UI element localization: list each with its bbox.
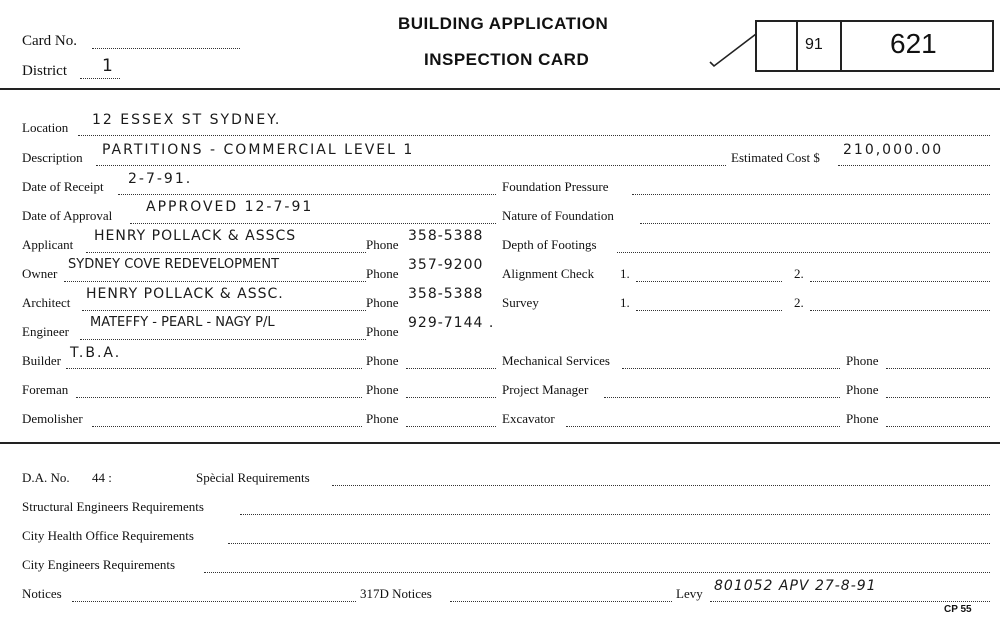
alignment-one-line [636, 280, 782, 282]
location-label: Location [22, 120, 69, 135]
mechanical-phone-line [886, 367, 990, 369]
date-approval-label: Date of Approval [22, 208, 113, 223]
notices-line [72, 600, 356, 602]
alignment-check-label: Alignment Check [502, 266, 595, 281]
health-line [228, 542, 990, 544]
location-line [78, 134, 990, 136]
description-value: PARTITIONS - COMMERCIAL LEVEL 1 [102, 142, 415, 158]
builder-line [66, 367, 362, 369]
excavator-line [566, 425, 840, 427]
project-manager-phone-line [886, 396, 990, 398]
owner-line [64, 280, 366, 282]
excavator-phone-label: Phone [846, 411, 879, 426]
notices-317d-label: 317D Notices [360, 586, 432, 601]
engineer-phone-label: Phone [366, 324, 399, 339]
demolisher-label: Demolisher [22, 411, 83, 426]
excavator-label: Excavator [502, 411, 555, 426]
builder-label: Builder [22, 353, 61, 368]
card-no-label: Card No. [22, 33, 77, 49]
city-engineers-line [204, 571, 990, 573]
foreman-line [76, 396, 362, 398]
checkmark-icon [700, 26, 760, 70]
estimated-cost-line [838, 164, 990, 166]
city-engineers-label: City Engineers Requirements [22, 557, 176, 572]
date-approval-line [130, 222, 496, 224]
owner-value: SYDNEY COVE REDEVELOPMENT [68, 257, 280, 272]
engineer-phone-value: 929-7144 . [408, 315, 495, 331]
foundation-pressure-label: Foundation Pressure [502, 179, 609, 194]
project-manager-label: Project Manager [502, 382, 589, 397]
date-receipt-value: 2-7-91. [128, 171, 193, 187]
location-value: 12 ESSEX ST SYDNEY. [92, 112, 282, 128]
year-value: 91 [805, 36, 823, 53]
engineer-line [80, 338, 366, 340]
nature-foundation-line [640, 222, 990, 224]
survey-label: Survey [502, 295, 539, 310]
levy-value: 801052 APV 27-8-91 [714, 578, 877, 594]
owner-phone-value: 357-9200 [408, 257, 484, 273]
form-code: CP 55 [944, 604, 972, 615]
nature-foundation-label: Nature of Foundation [502, 208, 614, 223]
architect-line [82, 309, 366, 311]
notices-317d-line [450, 600, 672, 602]
estimated-cost-value: 210,000.00 [843, 142, 944, 158]
header-rule [0, 88, 1000, 90]
depth-footings-label: Depth of Footings [502, 237, 597, 252]
foreman-label: Foreman [22, 382, 69, 397]
estimated-cost-label: Estimated Cost $ [731, 150, 820, 165]
foreman-phone-label: Phone [366, 382, 399, 397]
project-manager-line [604, 396, 840, 398]
mechanical-line [622, 367, 840, 369]
demolisher-phone-line [406, 425, 496, 427]
levy-line [710, 600, 990, 602]
mechanical-phone-label: Phone [846, 353, 879, 368]
builder-phone-line [406, 367, 496, 369]
engineer-value: MATEFFY - PEARL - NAGY P/L [90, 315, 275, 330]
architect-phone-value: 358-5388 [408, 286, 484, 302]
structural-line [240, 513, 990, 515]
foundation-pressure-line [632, 193, 990, 195]
survey-two-label: 2. [794, 295, 804, 310]
owner-label: Owner [22, 266, 58, 281]
card-number-divider-left [796, 22, 798, 70]
depth-footings-line [617, 251, 990, 253]
notices-label: Notices [22, 586, 62, 601]
da-no-value: 44 : [92, 470, 112, 485]
owner-phone-label: Phone [366, 266, 399, 281]
survey-two-line [810, 309, 990, 311]
card-number-value: 621 [890, 28, 937, 59]
foreman-phone-line [406, 396, 496, 398]
engineer-label: Engineer [22, 324, 69, 339]
health-label: City Health Office Requirements [22, 528, 194, 543]
project-manager-phone-label: Phone [846, 382, 879, 397]
date-approval-value: APPROVED 12-7-91 [146, 199, 314, 215]
builder-value: T.B.A. [70, 345, 122, 361]
mechanical-label: Mechanical Services [502, 353, 610, 368]
applicant-phone-value: 358-5388 [408, 228, 484, 244]
special-requirements-label: Spècial Requirements [196, 470, 310, 485]
architect-phone-label: Phone [366, 295, 399, 310]
description-line [96, 164, 726, 166]
da-no-label: D.A. No. [22, 470, 70, 485]
special-requirements-line [332, 484, 990, 486]
district-line [80, 77, 120, 79]
title-line-2: INSPECTION CARD [424, 50, 590, 69]
architect-label: Architect [22, 295, 71, 310]
survey-one-label: 1. [620, 295, 630, 310]
demolisher-phone-label: Phone [366, 411, 399, 426]
levy-label: Levy [676, 586, 703, 601]
district-value: 1 [102, 56, 115, 76]
builder-phone-label: Phone [366, 353, 399, 368]
applicant-phone-label: Phone [366, 237, 399, 252]
excavator-phone-line [886, 425, 990, 427]
demolisher-line [92, 425, 362, 427]
structural-label: Structural Engineers Requirements [22, 499, 204, 514]
survey-one-line [636, 309, 782, 311]
card-no-line [92, 47, 240, 49]
applicant-line [86, 251, 366, 253]
title-line-1: BUILDING APPLICATION [398, 14, 609, 33]
alignment-two-line [810, 280, 990, 282]
footer-rule [0, 442, 1000, 444]
alignment-two-label: 2. [794, 266, 804, 281]
date-receipt-label: Date of Receipt [22, 179, 104, 194]
card-number-divider [840, 22, 842, 70]
applicant-label: Applicant [22, 237, 74, 252]
district-label: District [22, 63, 67, 79]
alignment-one-label: 1. [620, 266, 630, 281]
date-receipt-line [118, 193, 496, 195]
architect-value: HENRY POLLACK & ASSC. [86, 286, 284, 302]
description-label: Description [22, 150, 83, 165]
applicant-value: HENRY POLLACK & ASSCS [94, 228, 297, 244]
card-number-box [755, 20, 994, 72]
